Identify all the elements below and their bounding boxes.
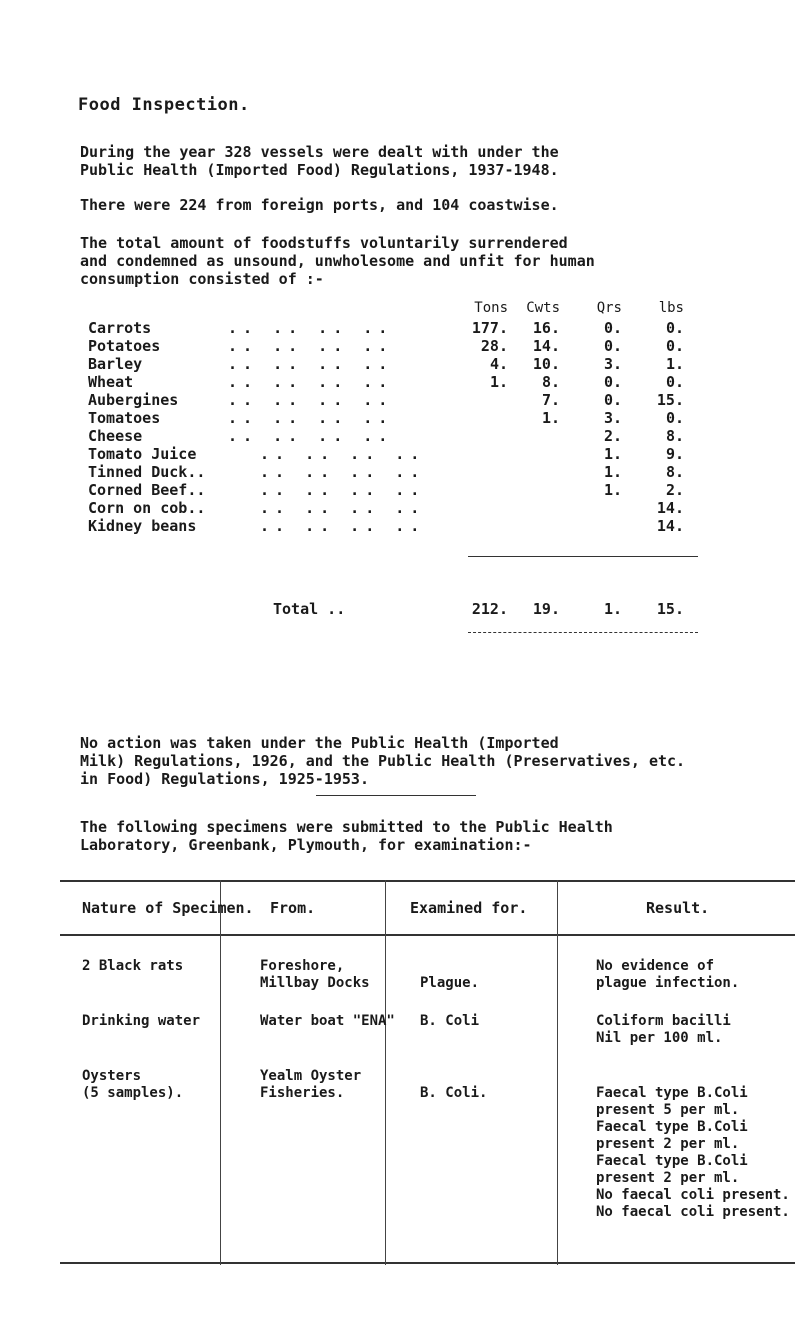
no-action-line: in Food) Regulations, 1925-1953. — [80, 770, 369, 788]
lbs-value: 15. — [656, 391, 684, 409]
tons-value: 177. — [471, 319, 508, 337]
result-line: plague infection. — [596, 975, 740, 991]
examined-cell: Plague. — [420, 975, 480, 991]
examined-cell: B. Coli — [420, 1013, 480, 1029]
cwts-value: 10. — [532, 355, 560, 373]
leader-dots: .. .. .. .. — [228, 427, 394, 445]
leader-dots: .. .. .. .. — [228, 409, 394, 427]
result-line: Faecal type B.Coli — [596, 1085, 748, 1101]
leader-dots: .. .. .. .. — [260, 463, 426, 481]
table-bottom-border — [60, 1262, 795, 1264]
qrs-value: 0. — [603, 337, 622, 355]
specimen-cell: 2 Black rats — [82, 958, 184, 974]
specimens-line: Laboratory, Greenbank, Plymouth, for examination:- — [80, 836, 532, 854]
from-cell — [260, 958, 370, 992]
result-line: No faecal coli present. — [596, 1187, 790, 1203]
intro-line: Public Health (Imported Food) Regulations, 1937-1948. — [80, 161, 559, 179]
result-line: Nil per 100 ml. — [596, 1030, 723, 1046]
table-row — [88, 409, 788, 427]
qrs-value: 2. — [603, 427, 622, 445]
specimen-line: Oysters — [82, 1068, 142, 1084]
leader-dots: .. .. .. .. — [228, 373, 394, 391]
result-cell — [596, 1085, 790, 1221]
food-item: Tinned Duck.. — [88, 463, 206, 481]
column-header-tons: Tons — [474, 300, 508, 316]
lbs-value: 0. — [665, 337, 684, 355]
tons-value: 1. — [489, 373, 508, 391]
specimens-paragraph — [80, 818, 613, 854]
lbs-value: 14. — [656, 517, 684, 535]
lbs-value: 8. — [665, 427, 684, 445]
table-row — [88, 481, 788, 499]
cwts-value: 1. — [541, 409, 560, 427]
table-row — [88, 463, 788, 481]
cwts-value: 16. — [532, 319, 560, 337]
surrender-line: The total amount of foodstuffs voluntarily surrendered — [80, 234, 568, 252]
food-item: Aubergines — [88, 391, 179, 409]
food-item: Carrots — [88, 319, 152, 337]
lbs-value: 0. — [665, 373, 684, 391]
intro-line: During the year 328 vessels were dealt with under the — [80, 143, 559, 161]
table-header-border — [60, 934, 795, 936]
result-cell — [596, 958, 739, 992]
no-action-paragraph — [80, 734, 685, 788]
surrender-line: and condemned as unsound, unwholesome and unfit for human — [80, 252, 595, 270]
result-line: Faecal type B.Coli — [596, 1119, 748, 1135]
section-divider — [316, 795, 476, 796]
leader-dots: .. .. .. .. — [260, 517, 426, 535]
no-action-line: Milk) Regulations, 1926, and the Public Health (Preservatives, etc. — [80, 752, 686, 770]
leader-dots: .. .. .. .. — [228, 391, 394, 409]
specimen-cell: Drinking water — [82, 1013, 201, 1029]
column-header-qrs: Qrs — [596, 300, 622, 316]
ports-paragraph: There were 224 from foreign ports, and 104 coastwise. — [80, 196, 559, 214]
header-from: From. — [270, 899, 316, 917]
header-result: Result. — [646, 899, 710, 917]
food-item: Barley — [88, 355, 143, 373]
cwts-value: 14. — [532, 337, 560, 355]
specimens-line: The following specimens were submitted to the Public Health — [80, 818, 613, 836]
tons-value: 4. — [489, 355, 508, 373]
food-item: Corned Beef.. — [88, 481, 206, 499]
leader-dots: .. .. .. .. — [228, 337, 394, 355]
specimens-table — [60, 880, 795, 1265]
cwts-value: 8. — [541, 373, 560, 391]
lbs-value: 0. — [665, 319, 684, 337]
cwts-value: 7. — [541, 391, 560, 409]
table-row — [88, 319, 788, 337]
food-item: Wheat — [88, 373, 134, 391]
leader-dots: .. .. .. .. — [228, 319, 394, 337]
qrs-value: 3. — [603, 355, 622, 373]
surrender-line: consumption consisted of :- — [80, 270, 324, 288]
table-row — [88, 517, 788, 535]
total-cwts: 19. — [532, 600, 560, 618]
result-line: present 2 per ml. — [596, 1170, 740, 1186]
table-row — [88, 445, 788, 463]
total-rule — [468, 632, 698, 633]
column-divider — [557, 880, 558, 1265]
surrender-paragraph — [80, 234, 595, 288]
header-examined-for: Examined for. — [410, 899, 528, 917]
lbs-value: 1. — [665, 355, 684, 373]
qrs-value: 0. — [603, 373, 622, 391]
subtotal-rule — [468, 556, 698, 557]
food-item: Tomatoes — [88, 409, 161, 427]
result-line: Coliform bacilli — [596, 1013, 731, 1029]
leader-dots: .. .. .. .. — [260, 499, 426, 517]
qrs-value: 0. — [603, 319, 622, 337]
header-nature-of-specimen: Nature of Specimen. — [82, 899, 254, 917]
from-line: Foreshore, — [260, 958, 345, 974]
qrs-value: 1. — [603, 445, 622, 463]
leader-dots: .. .. .. .. — [260, 445, 426, 463]
qrs-value: 1. — [603, 481, 622, 499]
food-item: Potatoes — [88, 337, 161, 355]
table-row — [88, 427, 788, 445]
section-heading: Food Inspection. — [78, 95, 250, 115]
total-qrs: 1. — [603, 600, 622, 618]
lbs-value: 14. — [656, 499, 684, 517]
total-tons: 212. — [471, 600, 508, 618]
from-line: Millbay Docks — [260, 975, 370, 991]
column-header-lbs: lbs — [658, 300, 684, 316]
food-item: Tomato Juice — [88, 445, 197, 463]
table-row — [88, 373, 788, 391]
lbs-value: 9. — [665, 445, 684, 463]
qrs-value: 1. — [603, 463, 622, 481]
table-row — [88, 355, 788, 373]
tons-value: 28. — [480, 337, 508, 355]
qrs-value: 0. — [603, 391, 622, 409]
result-line: No evidence of — [596, 958, 715, 974]
total-row — [88, 600, 788, 618]
column-divider — [385, 880, 386, 1265]
total-label: Total .. — [273, 600, 346, 618]
result-line: present 2 per ml. — [596, 1136, 740, 1152]
leader-dots: .. .. .. .. — [260, 481, 426, 499]
food-item: Corn on cob.. — [88, 499, 206, 517]
table-row — [88, 391, 788, 409]
table-row — [88, 499, 788, 517]
table-top-border — [60, 880, 795, 882]
column-header-cwts: Cwts — [526, 300, 560, 316]
intro-paragraph — [80, 143, 559, 179]
examined-cell: B. Coli. — [420, 1085, 488, 1101]
food-item: Kidney beans — [88, 517, 197, 535]
specimen-cell — [82, 1068, 183, 1102]
result-cell — [596, 1013, 731, 1047]
result-line: Faecal type B.Coli — [596, 1153, 748, 1169]
from-cell — [260, 1068, 361, 1102]
result-line: No faecal coli present. — [596, 1204, 790, 1220]
lbs-value: 8. — [665, 463, 684, 481]
table-row — [88, 337, 788, 355]
food-item: Cheese — [88, 427, 143, 445]
lbs-value: 0. — [665, 409, 684, 427]
qrs-value: 3. — [603, 409, 622, 427]
leader-dots: .. .. .. .. — [228, 355, 394, 373]
from-line: Fisheries. — [260, 1085, 345, 1101]
from-cell: Water boat "ENA" — [260, 1013, 395, 1029]
specimen-line: (5 samples). — [82, 1085, 184, 1101]
from-line: Yealm Oyster — [260, 1068, 362, 1084]
result-line: present 5 per ml. — [596, 1102, 740, 1118]
no-action-line: No action was taken under the Public Health (Imported — [80, 734, 559, 752]
total-lbs: 15. — [656, 600, 684, 618]
column-divider — [220, 880, 221, 1265]
lbs-value: 2. — [665, 481, 684, 499]
